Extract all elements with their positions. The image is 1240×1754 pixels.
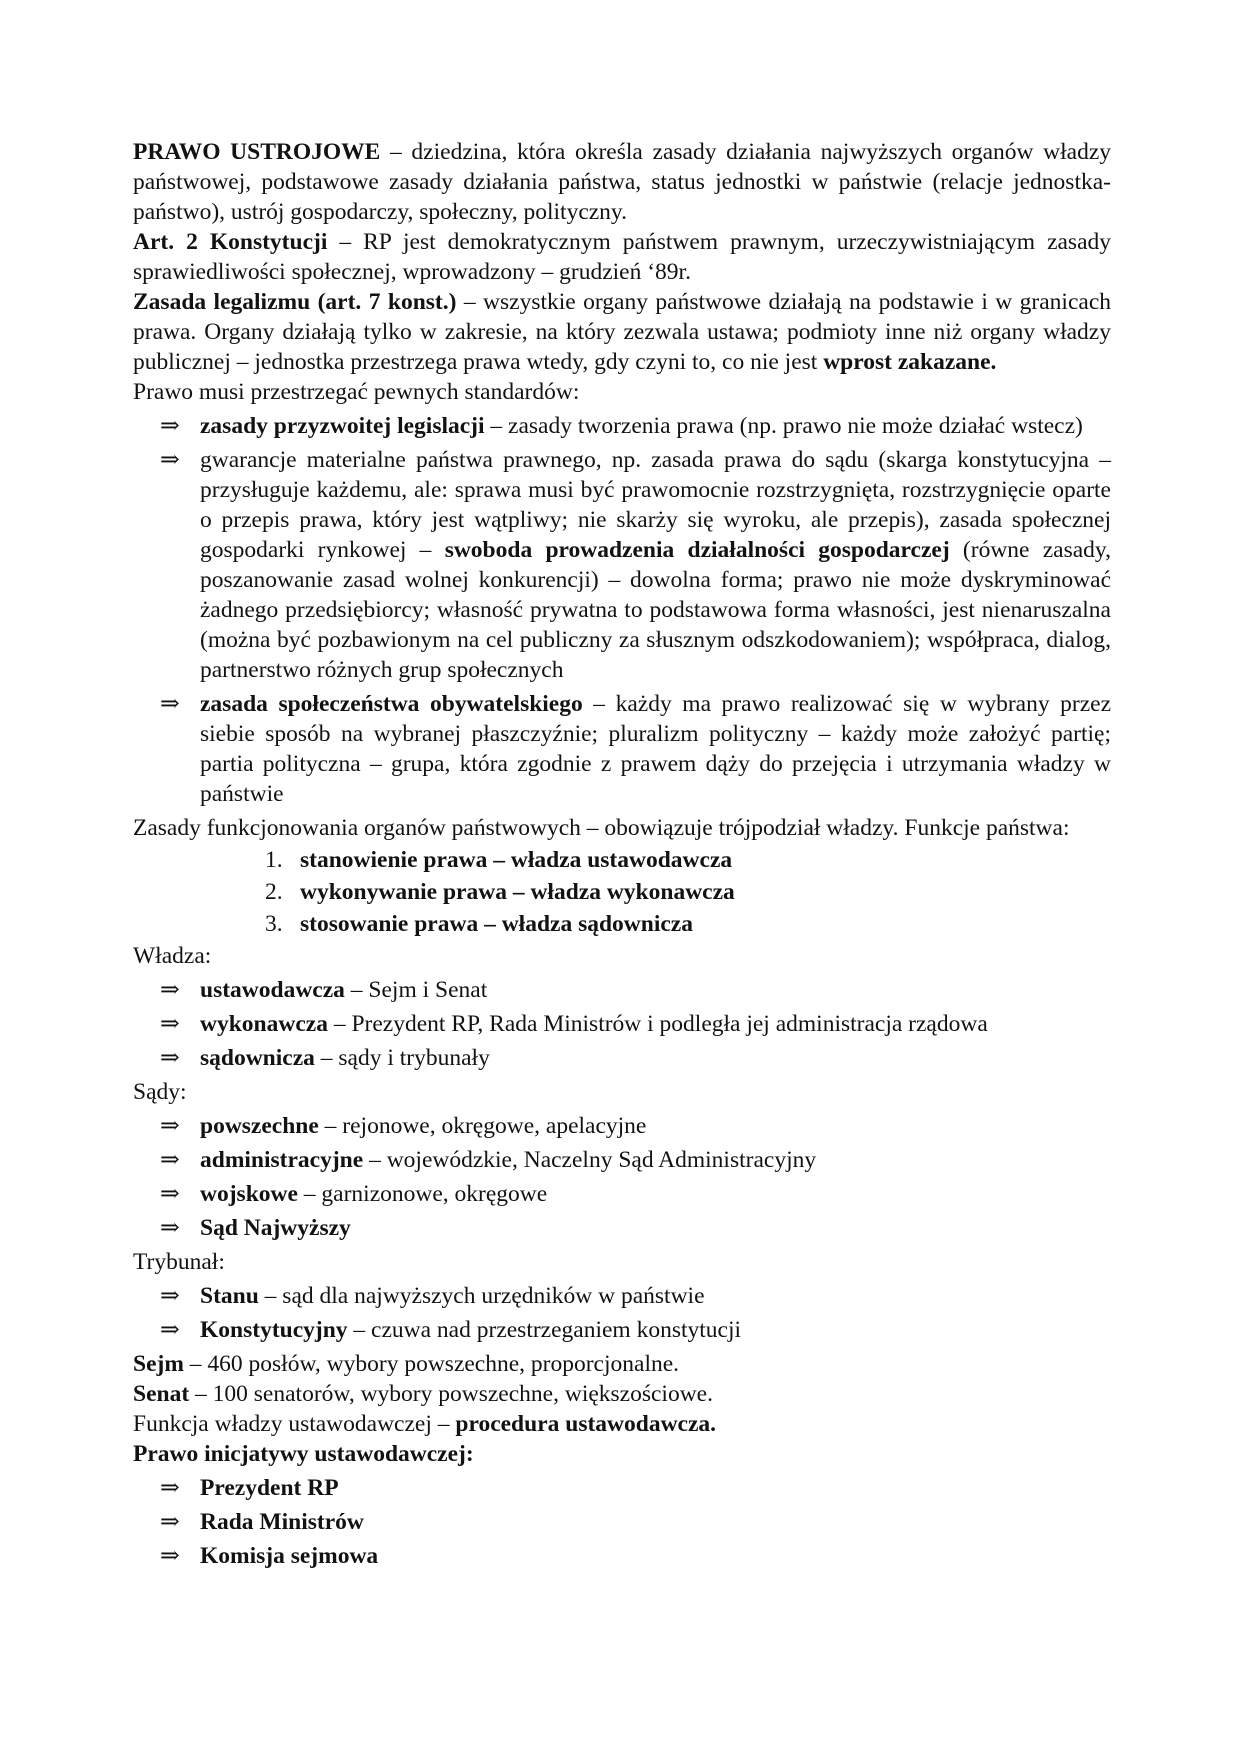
text-segment: Władza: <box>133 943 212 969</box>
text-segment: Sądy: <box>133 1079 187 1105</box>
text-segment: – 100 senatorów, wybory powszechne, większościowe. <box>189 1381 713 1407</box>
bullet-item <box>133 445 1111 685</box>
arrow-bullet-icon: ⇒ <box>160 691 180 717</box>
list-number: 1. <box>265 847 283 873</box>
text-segment-bold: stanowienie prawa – władza ustawodawcza <box>300 847 733 873</box>
text-segment: – każdy ma prawo realizować się w wybrany przez siebie sposób na wybranej płaszczyźnie; pluralizm polityczny – każdy może założyć partię; partia polityczna – grupa, która zgodnie z prawem dąży do przejęcia i utrzymania władzy w państwie <box>200 691 1111 807</box>
bullet-item <box>133 1043 1111 1073</box>
paragraph <box>133 1439 1111 1469</box>
bullet-item <box>133 1213 1111 1243</box>
text-segment: – czuwa nad przestrzeganiem konstytucji <box>347 1317 742 1343</box>
text-segment: – 460 posłów, wybory powszechne, proporcjonalne. <box>183 1351 680 1377</box>
arrow-bullet-icon: ⇒ <box>160 447 180 473</box>
arrow-bullet-icon: ⇒ <box>160 1543 180 1569</box>
text-segment-bold: sądownicza <box>200 1045 315 1071</box>
list-number: 2. <box>265 879 283 905</box>
text-segment: Funkcja władzy ustawodawczej – <box>133 1411 456 1437</box>
text-segment: (równe zasady, poszanowanie zasad wolnej konkurencji) – dowolna forma; prawo nie może dyskryminować żadnego przedsiębiorcy; własność prywatna to podstawowa forma własności, jest nienaruszalna (można być pozbawionym na cel publiczny za słusznym odszkodowaniem); współpraca, dialog, partnerstwo różnych grup społecznych <box>200 537 1112 683</box>
text-segment-bold: Sejm <box>133 1351 184 1377</box>
bullet-item <box>133 1315 1111 1345</box>
paragraph <box>133 1077 1111 1107</box>
paragraph <box>133 813 1111 843</box>
text-segment-bold: Senat <box>133 1381 190 1407</box>
text-segment-bold: Zasada legalizmu (art. 7 konst.) <box>133 289 457 315</box>
text-segment-bold: wprost zakazane. <box>823 349 997 375</box>
paragraph <box>133 1379 1111 1409</box>
numbered-item <box>133 845 1111 875</box>
text-segment-bold: wykonawcza <box>200 1011 328 1037</box>
paragraph <box>133 377 1111 407</box>
bullet-item <box>133 689 1111 809</box>
text-segment-bold: procedura ustawodawcza. <box>455 1411 717 1437</box>
paragraph <box>133 1247 1111 1277</box>
paragraph <box>133 941 1111 971</box>
text-segment-bold: ustawodawcza <box>200 977 345 1003</box>
text-segment-bold: administracyjne <box>200 1147 364 1173</box>
text-segment: – rejonowe, okręgowe, apelacyjne <box>318 1113 647 1139</box>
arrow-bullet-icon: ⇒ <box>160 1181 180 1207</box>
bullet-item <box>133 1507 1111 1537</box>
text-segment-bold: Konstytucyjny <box>200 1317 348 1343</box>
text-segment: – wszystkie organy państwowe działają na podstawie i w granicach prawa. Organy działają tylko w zakresie, na który zezwala ustawa; podmioty inne niż organy władzy publicznej – jednostka przestrzega prawa wtedy, gdy czyni to, co nie jest <box>133 289 1111 375</box>
text-segment: – Sejm i Senat <box>344 977 488 1003</box>
text-segment: – sąd dla najwyższych urzędników w państwie <box>258 1283 705 1309</box>
text-segment-bold: wykonywanie prawa – władza wykonawcza <box>300 879 735 905</box>
numbered-item <box>133 877 1111 907</box>
bullet-item <box>133 1009 1111 1039</box>
text-segment-bold: Prawo inicjatywy ustawodawczej: <box>133 1441 474 1467</box>
bullet-item <box>133 411 1111 441</box>
arrow-bullet-icon: ⇒ <box>160 977 180 1003</box>
text-segment-bold: swoboda prowadzenia działalności gospodarczej <box>444 537 950 563</box>
bullet-item <box>133 1179 1111 1209</box>
arrow-bullet-icon: ⇒ <box>160 1113 180 1139</box>
text-segment-bold: Prezydent RP <box>200 1475 339 1501</box>
text-segment: – sądy i trybunały <box>314 1045 490 1071</box>
text-segment-bold: zasada społeczeństwa obywatelskiego <box>200 691 583 717</box>
paragraph <box>133 287 1111 377</box>
arrow-bullet-icon: ⇒ <box>160 1011 180 1037</box>
text-segment: – garnizonowe, okręgowe <box>297 1181 548 1207</box>
paragraph <box>133 1409 1111 1439</box>
numbered-item <box>133 909 1111 939</box>
text-segment-bold: Stanu <box>200 1283 259 1309</box>
list-number: 3. <box>265 911 283 937</box>
text-segment-bold: stosowanie prawa – władza sądownicza <box>300 911 693 937</box>
bullet-item <box>133 1541 1111 1571</box>
bullet-item <box>133 1145 1111 1175</box>
text-segment: gwarancje materialne państwa prawnego, np. zasada prawa do sądu (skarga konstytucyjna – przysługuje każdemu, ale: sprawa musi być prawomocnie rozstrzygnięta, rozstrzygnięcie oparte o przepis prawa, który jest wątpliwy; nie skarży się wyroku, ale przepis), zasada społecznej gospodarki rynkowej – <box>200 447 1111 563</box>
arrow-bullet-icon: ⇒ <box>160 1045 180 1071</box>
text-segment: Trybunał: <box>133 1249 225 1275</box>
text-segment: – dziedzina, która określa zasady działania najwyższych organów władzy państwowej, podstawowe zasady działania państwa, status jednostki w państwie (relacje jednostka-państwo), ustrój gospodarczy, społeczny, polityczny. <box>133 139 1112 225</box>
text-segment-bold: wojskowe <box>200 1181 298 1207</box>
arrow-bullet-icon: ⇒ <box>160 413 180 439</box>
text-segment: – zasady tworzenia prawa (np. prawo nie może działać wstecz) <box>484 413 1083 439</box>
arrow-bullet-icon: ⇒ <box>160 1147 180 1173</box>
text-segment-bold: Sąd Najwyższy <box>200 1215 351 1241</box>
paragraph <box>133 1349 1111 1379</box>
text-segment-bold: powszechne <box>200 1113 319 1139</box>
text-segment-bold: PRAWO USTROJOWE <box>133 139 381 165</box>
arrow-bullet-icon: ⇒ <box>160 1283 180 1309</box>
text-segment-bold: Rada Ministrów <box>200 1509 364 1535</box>
text-segment: Prawo musi przestrzegać pewnych standardów: <box>133 379 580 405</box>
text-segment: – Prezydent RP, Rada Ministrów i podległa jej administracja rządowa <box>327 1011 988 1037</box>
document-content <box>133 137 1111 1575</box>
arrow-bullet-icon: ⇒ <box>160 1215 180 1241</box>
text-segment-bold: Art. 2 Konstytucji <box>133 229 328 255</box>
bullet-item <box>133 1281 1111 1311</box>
arrow-bullet-icon: ⇒ <box>160 1509 180 1535</box>
text-segment-bold: Komisja sejmowa <box>200 1543 379 1569</box>
text-segment: – wojewódzkie, Naczelny Sąd Administracyjny <box>363 1147 817 1173</box>
text-segment-bold: zasady przyzwoitej legislacji <box>200 413 485 439</box>
bullet-item <box>133 1473 1111 1503</box>
text-segment: Zasady funkcjonowania organów państwowych – obowiązuje trójpodział władzy. Funkcje państwa: <box>133 815 1070 841</box>
bullet-item <box>133 1111 1111 1141</box>
arrow-bullet-icon: ⇒ <box>160 1475 180 1501</box>
paragraph <box>133 137 1111 227</box>
arrow-bullet-icon: ⇒ <box>160 1317 180 1343</box>
paragraph <box>133 227 1111 287</box>
text-segment: – RP jest demokratycznym państwem prawnym, urzeczywistniającym zasady sprawiedliwości społecznej, wprowadzony – grudzień ‘89r. <box>133 229 1112 285</box>
bullet-item <box>133 975 1111 1005</box>
